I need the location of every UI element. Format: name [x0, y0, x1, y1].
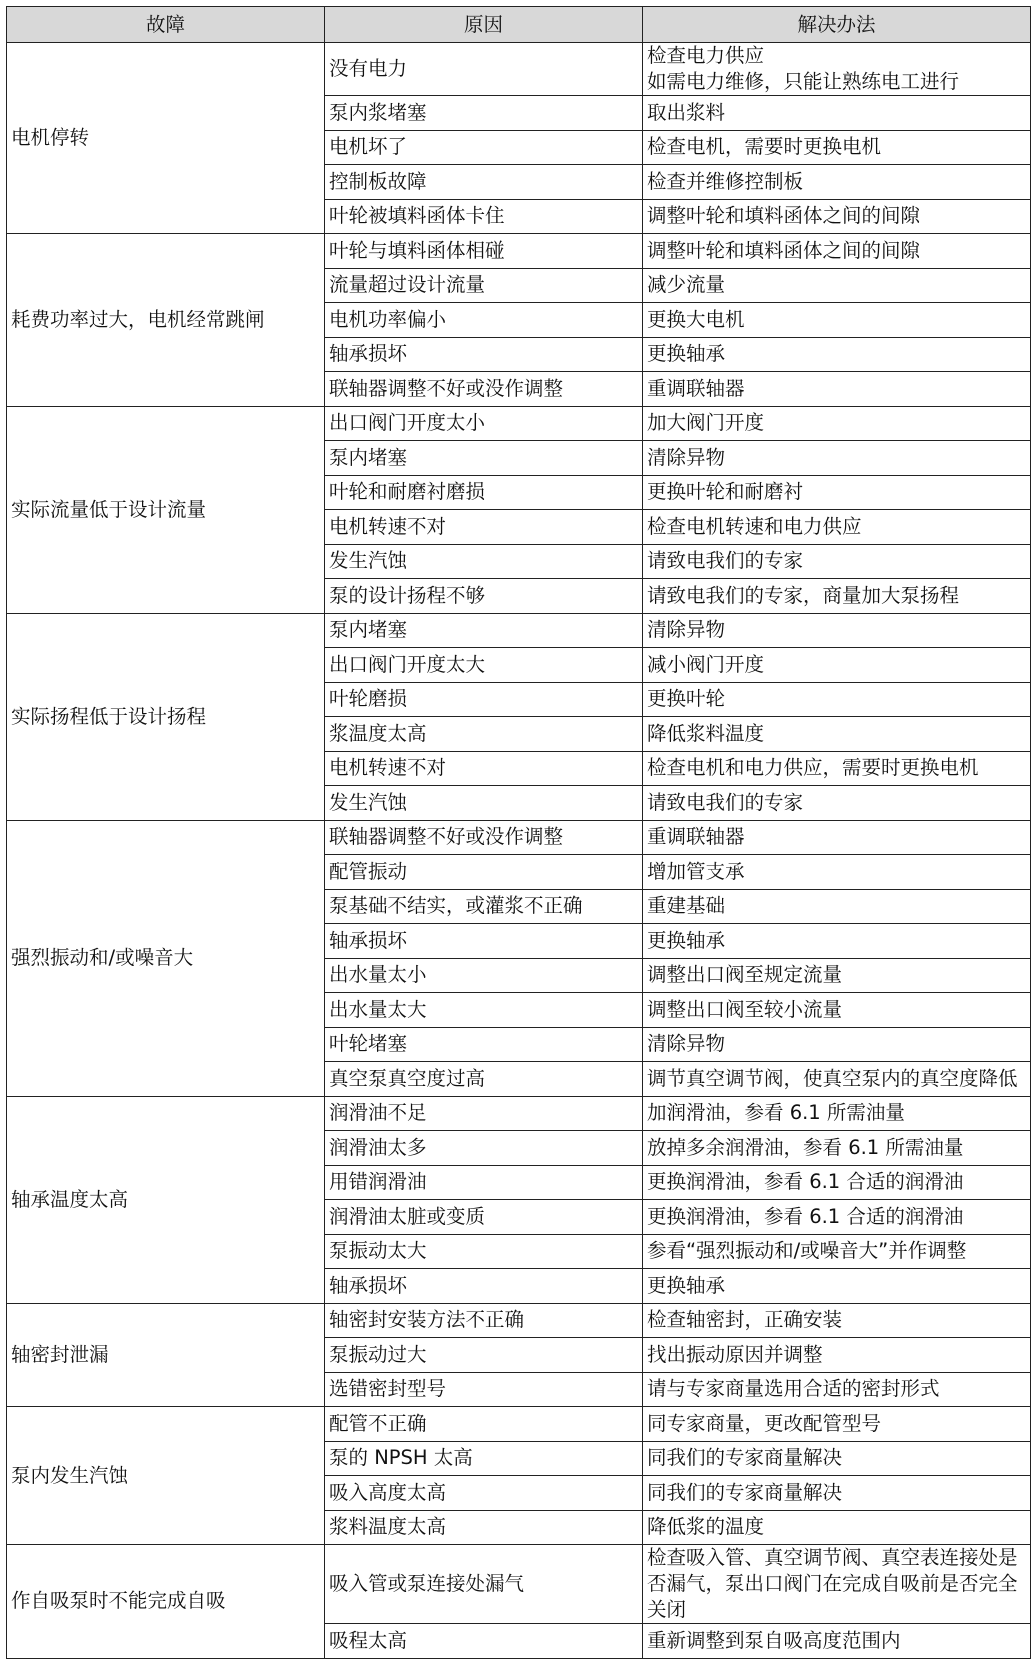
cause-cell: 泵振动过大: [325, 1338, 643, 1373]
header-cause: 原因: [325, 7, 643, 43]
header-row: [7, 7, 1031, 43]
solution-line: 加润滑油，参看 6.1 所需油量: [647, 1101, 905, 1125]
solution-cell: [643, 544, 1031, 579]
solution-cell: [643, 199, 1031, 234]
solution-cell: [643, 337, 1031, 372]
solution-cell: [643, 751, 1031, 786]
cause-cell: 浆料温度太高: [325, 1510, 643, 1545]
solution-cell: [643, 1027, 1031, 1062]
solution-cell: [643, 855, 1031, 890]
solution-line: 请与专家商量选用合适的密封形式: [647, 1377, 940, 1401]
fault-cell: 强烈振动和/或噪音大: [7, 820, 325, 1096]
table-row: [7, 1096, 1031, 1131]
solution-line: 降低浆料温度: [647, 721, 765, 745]
solution-cell: [643, 993, 1031, 1028]
solution-cell: [643, 1165, 1031, 1200]
solution-line: 检查吸入管、真空调节阀、真空表连接处是: [647, 1546, 1018, 1569]
cause-cell: 叶轮被填料函体卡住: [325, 199, 643, 234]
cause-cell: 出水量太大: [325, 993, 643, 1028]
solution-line: 放掉多余润滑油，参看 6.1 所需油量: [647, 1135, 964, 1159]
solution-line: 清除异物: [647, 445, 726, 469]
solution-line: 否漏气，泵出口阀门在完成自吸前是否完全: [647, 1572, 1018, 1595]
table-row: [7, 406, 1031, 441]
cause-cell: 电机转速不对: [325, 751, 643, 786]
fault-cell: 泵内发生汽蚀: [7, 1407, 325, 1545]
cause-cell: 润滑油太多: [325, 1131, 643, 1166]
solution-line: 检查电机转速和电力供应: [647, 514, 862, 538]
solution-cell: [643, 303, 1031, 338]
cause-cell: 泵基础不结实，或灌浆不正确: [325, 889, 643, 924]
cause-cell: 轴承损坏: [325, 924, 643, 959]
cause-cell: 选错密封型号: [325, 1372, 643, 1407]
solution-line: 清除异物: [647, 618, 726, 642]
solution-line: 更换轴承: [647, 342, 726, 366]
solution-line: 清除异物: [647, 1032, 726, 1056]
solution-cell: [643, 96, 1031, 131]
solution-cell: [643, 924, 1031, 959]
cause-cell: 润滑油不足: [325, 1096, 643, 1131]
solution-cell: [643, 130, 1031, 165]
fault-cell: 实际扬程低于设计扬程: [7, 613, 325, 820]
solution-cell: [643, 1545, 1031, 1624]
solution-line: 更换润滑油，参看 6.1 合适的润滑油: [647, 1170, 964, 1194]
cause-cell: 联轴器调整不好或没作调整: [325, 820, 643, 855]
table-body: [7, 43, 1031, 1659]
cause-cell: 出水量太小: [325, 958, 643, 993]
cause-cell: 配管振动: [325, 855, 643, 890]
solution-line: 重调联轴器: [647, 376, 745, 400]
solution-line: 检查轴密封，正确安装: [647, 1308, 843, 1332]
solution-line: 重调联轴器: [647, 825, 745, 849]
solution-line: 同我们的专家商量解决: [647, 1480, 843, 1504]
solution-cell: [643, 1407, 1031, 1442]
solution-line: 关闭: [647, 1598, 687, 1621]
solution-line: 同专家商量，更改配管型号: [647, 1411, 882, 1435]
solution-cell: [643, 958, 1031, 993]
solution-cell: [643, 510, 1031, 545]
fault-cell: 轴承温度太高: [7, 1096, 325, 1303]
cause-cell: 电机坏了: [325, 130, 643, 165]
cause-cell: 叶轮堵塞: [325, 1027, 643, 1062]
cause-cell: 出口阀门开度太大: [325, 648, 643, 683]
solution-line: 请致电我们的专家，商量加大泵扬程: [647, 583, 960, 607]
solution-line: 参看“强烈振动和/或噪音大”并作调整: [647, 1239, 967, 1263]
solution-line: 调整叶轮和填料函体之间的间隙: [647, 238, 921, 262]
solution-line: 加大阀门开度: [647, 411, 765, 435]
cause-cell: 吸入高度太高: [325, 1476, 643, 1511]
solution-line: 重新调整到泵自吸高度范围内: [647, 1628, 901, 1652]
fault-cell: 电机停转: [7, 43, 325, 234]
solution-cell: [643, 268, 1031, 303]
cause-cell: 控制板故障: [325, 165, 643, 200]
solution-line: 更换轴承: [647, 1273, 726, 1297]
solution-cell: [643, 1510, 1031, 1545]
cause-cell: 配管不正确: [325, 1407, 643, 1442]
solution-cell: [643, 372, 1031, 407]
cause-cell: 没有电力: [325, 43, 643, 96]
cause-cell: 浆温度太高: [325, 717, 643, 752]
solution-cell: [643, 1303, 1031, 1338]
header-solution: 解决办法: [643, 7, 1031, 43]
solution-cell: [643, 820, 1031, 855]
cause-cell: 轴承损坏: [325, 1269, 643, 1304]
solution-cell: [643, 648, 1031, 683]
solution-cell: [643, 1441, 1031, 1476]
cause-cell: 泵内堵塞: [325, 613, 643, 648]
solution-cell: [643, 1062, 1031, 1097]
solution-line: 增加管支承: [647, 859, 745, 883]
solution-line: 更换大电机: [647, 307, 745, 331]
solution-line: 调整叶轮和填料函体之间的间隙: [647, 204, 921, 228]
cause-cell: 叶轮与填料函体相碰: [325, 234, 643, 269]
table-row: [7, 43, 1031, 96]
cause-cell: 电机转速不对: [325, 510, 643, 545]
cause-cell: 泵振动太大: [325, 1234, 643, 1269]
solution-line: 如需电力维修，只能让熟练电工进行: [647, 70, 960, 93]
cause-cell: 轴密封安装方法不正确: [325, 1303, 643, 1338]
solution-cell: [643, 165, 1031, 200]
solution-line: 调整出口阀至较小流量: [647, 997, 843, 1021]
solution-line: 减小阀门开度: [647, 652, 765, 676]
solution-line: 更换润滑油，参看 6.1 合适的润滑油: [647, 1204, 964, 1228]
fault-cell: 实际流量低于设计流量: [7, 406, 325, 613]
cause-cell: 发生汽蚀: [325, 786, 643, 821]
solution-line: 请致电我们的专家: [647, 790, 804, 814]
solution-cell: [643, 1338, 1031, 1373]
fault-cell: 耗费功率过大，电机经常跳闸: [7, 234, 325, 407]
cause-cell: 吸程太高: [325, 1624, 643, 1659]
fault-cell: 轴密封泄漏: [7, 1303, 325, 1407]
solution-cell: [643, 613, 1031, 648]
table-row: [7, 613, 1031, 648]
solution-line: 找出振动原因并调整: [647, 1342, 823, 1366]
cause-cell: 泵的设计扬程不够: [325, 579, 643, 614]
cause-cell: 流量超过设计流量: [325, 268, 643, 303]
cause-cell: 叶轮和耐磨衬磨损: [325, 475, 643, 510]
solution-line: 检查电力供应: [647, 44, 765, 67]
fault-cell: 作自吸泵时不能完成自吸: [7, 1545, 325, 1659]
solution-line: 请致电我们的专家: [647, 549, 804, 573]
cause-cell: 润滑油太脏或变质: [325, 1200, 643, 1235]
solution-line: 调整出口阀至规定流量: [647, 963, 843, 987]
solution-cell: [643, 889, 1031, 924]
solution-line: 检查电机，需要时更换电机: [647, 135, 882, 159]
solution-line: 检查并维修控制板: [647, 169, 804, 193]
solution-line: 检查电机和电力供应，需要时更换电机: [647, 756, 979, 780]
cause-cell: 泵内堵塞: [325, 441, 643, 476]
solution-cell: [643, 786, 1031, 821]
table-row: [7, 234, 1031, 269]
cause-cell: 轴承损坏: [325, 337, 643, 372]
solution-line: 调节真空调节阀，使真空泵内的真空度降低: [647, 1066, 1018, 1090]
solution-cell: [643, 579, 1031, 614]
cause-cell: 真空泵真空度过高: [325, 1062, 643, 1097]
cause-cell: 泵的 NPSH 太高: [325, 1441, 643, 1476]
cause-cell: 联轴器调整不好或没作调整: [325, 372, 643, 407]
cause-cell: 泵内浆堵塞: [325, 96, 643, 131]
troubleshooting-table: [6, 6, 1031, 1659]
cause-cell: 出口阀门开度太小: [325, 406, 643, 441]
solution-cell: [643, 1131, 1031, 1166]
solution-line: 更换叶轮和耐磨衬: [647, 480, 804, 504]
solution-cell: [643, 1372, 1031, 1407]
cause-cell: 发生汽蚀: [325, 544, 643, 579]
cause-cell: 电机功率偏小: [325, 303, 643, 338]
solution-cell: [643, 475, 1031, 510]
solution-cell: [643, 1624, 1031, 1659]
solution-cell: [643, 441, 1031, 476]
solution-cell: [643, 717, 1031, 752]
cause-cell: 叶轮磨损: [325, 682, 643, 717]
table-row: [7, 1303, 1031, 1338]
cause-cell: 用错润滑油: [325, 1165, 643, 1200]
table-row: [7, 1545, 1031, 1624]
solution-line: 降低浆的温度: [647, 1515, 765, 1539]
solution-cell: [643, 682, 1031, 717]
solution-cell: [643, 234, 1031, 269]
solution-cell: [643, 1269, 1031, 1304]
solution-cell: [643, 43, 1031, 96]
table-row: [7, 820, 1031, 855]
solution-line: 取出浆料: [647, 100, 726, 124]
header-fault: 故障: [7, 7, 325, 43]
solution-line: 减少流量: [647, 273, 726, 297]
solution-cell: [643, 1200, 1031, 1235]
solution-line: 更换叶轮: [647, 687, 726, 711]
solution-cell: [643, 1096, 1031, 1131]
solution-line: 重建基础: [647, 894, 726, 918]
table-row: [7, 1407, 1031, 1442]
solution-cell: [643, 1476, 1031, 1511]
solution-line: 更换轴承: [647, 928, 726, 952]
solution-cell: [643, 406, 1031, 441]
solution-cell: [643, 1234, 1031, 1269]
cause-cell: 吸入管或泵连接处漏气: [325, 1545, 643, 1624]
solution-line: 同我们的专家商量解决: [647, 1446, 843, 1470]
